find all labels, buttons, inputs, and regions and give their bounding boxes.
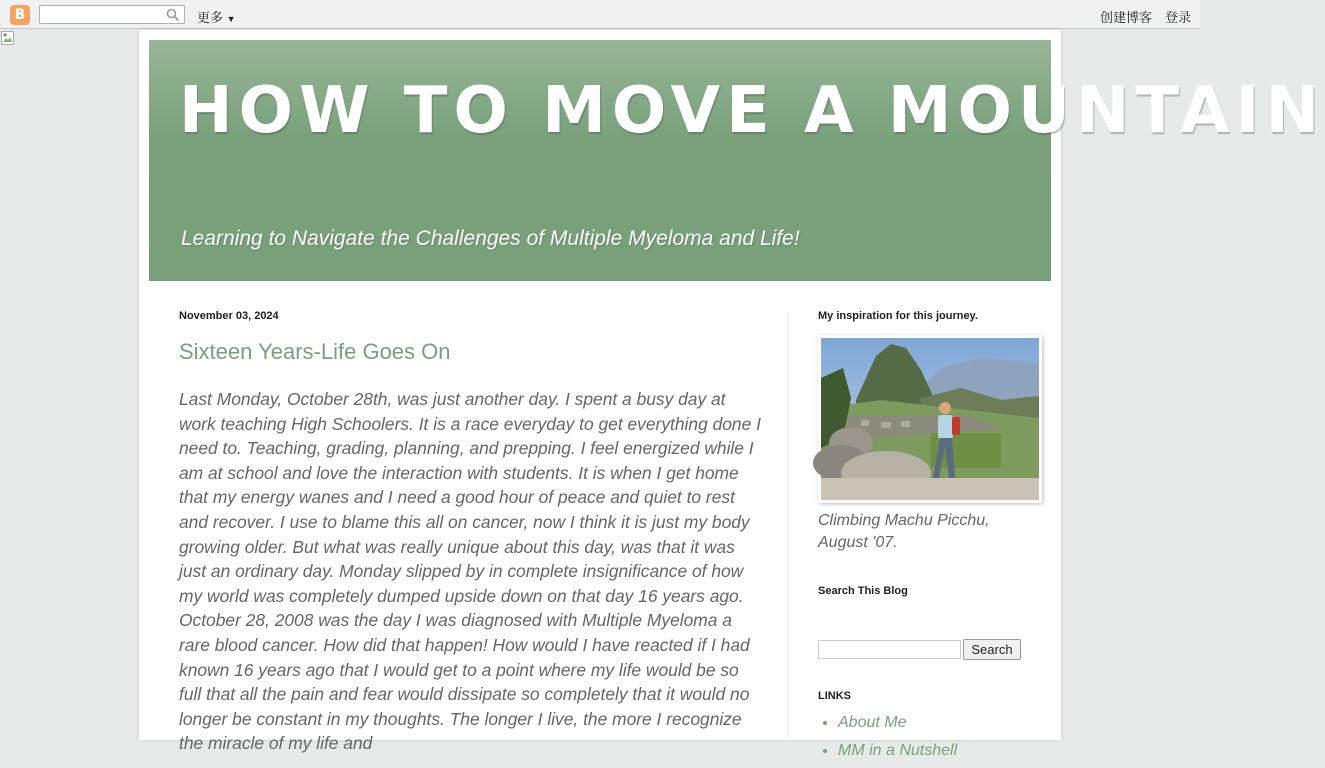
search-widget-title: Search This Blog	[818, 585, 908, 597]
search-button[interactable]: Search	[963, 639, 1021, 660]
sign-in-link[interactable]: 登录	[1165, 10, 1192, 25]
navbar-search-box[interactable]	[39, 5, 185, 24]
machu-picchu-photo[interactable]	[818, 335, 1042, 503]
column-divider	[788, 312, 789, 742]
blog-search-input[interactable]	[818, 640, 961, 659]
broken-image-icon	[0, 30, 16, 46]
list-item	[838, 740, 957, 761]
list-item	[838, 712, 957, 733]
blogger-navbar	[0, 0, 1200, 29]
navbar-search-input[interactable]	[40, 7, 168, 23]
post-body: Last Monday, October 28th, was just another day. I spent a busy day at work teaching High Schoolers. It is a race everyday to get everything done I need to. Teaching, grading, planning, and prepping. I feel energized while I am at school and love the interaction with students. It is when I get home that my energy wanes and I need a good hour of peace and quiet to rest and recover. I use to blame this all on cancer, now I think it is just my body growing older. But what was really unique about this day, was that it was just an ordinary day. Monday slipped by in complete insignificance of how my world was completely dumped upside down on that day 16 years ago. October 28, 2008 was the day I was diagnosed with Multiple Myeloma a rare blood cancer. How did that happen! How would I have reacted if I had known 16 years ago that I would get to a point where my life would be so full that all the pain and fear would dissipate so completely that it would no longer be constant in my thoughts. The longer I live, the more I recognize the miracle of my life and	[179, 389, 761, 754]
photo-caption: Climbing Machu Picchu, August '07.	[818, 512, 990, 551]
post-title[interactable]: Sixteen Years-Life Goes On	[179, 339, 451, 364]
links-list	[818, 712, 957, 768]
blogger-icon[interactable]	[10, 5, 30, 25]
blog-title[interactable]: HOW TO MOVE A MOUNTAIN	[179, 74, 1325, 148]
blogger-logo-letter: B	[14, 7, 26, 23]
inspiration-widget-title: My inspiration for this journey.	[818, 310, 978, 322]
link-about-me[interactable]: About Me	[838, 714, 907, 731]
more-menu[interactable]	[197, 7, 236, 26]
post-date: November 03, 2024	[179, 310, 279, 322]
create-blog-link[interactable]: 创建博客	[1100, 10, 1153, 25]
caret-down-icon: ▼	[226, 14, 236, 24]
links-widget-title: LINKS	[818, 690, 851, 702]
search-icon[interactable]	[166, 8, 180, 22]
photo-image	[821, 338, 1039, 500]
blog-description: Learning to Navigate the Challenges of Multiple Myeloma and Life!	[181, 227, 800, 250]
link-mm-in-a-nutshell[interactable]: MM in a Nutshell	[838, 742, 958, 759]
blog-header	[149, 40, 1325, 281]
blog-page	[139, 30, 1325, 759]
more-menu-label: 更多	[197, 10, 224, 25]
